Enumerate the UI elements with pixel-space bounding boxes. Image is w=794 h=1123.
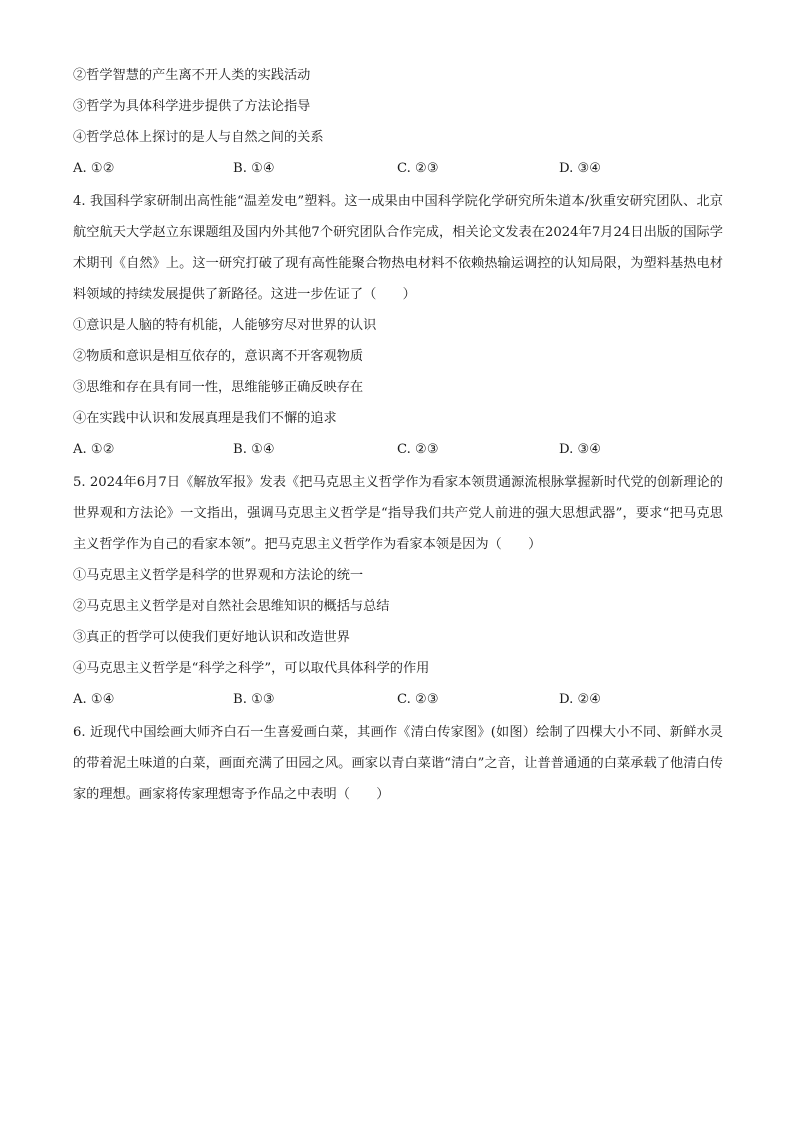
q4-statement-3: ③思维和存在具有同一性，思维能够正确反映存在 <box>73 380 364 395</box>
q3-option-c: C. ②③ <box>397 161 439 176</box>
q5-options <box>73 690 723 710</box>
q5-option-d: D. ②④ <box>559 692 602 707</box>
q3-statement-4: ④哲学总体上探讨的是人与自然之间的关系 <box>73 130 324 145</box>
q3-statement-3: ③哲学为具体科学进步提供了方法论指导 <box>73 99 311 114</box>
q4-option-c: C. ②③ <box>397 442 439 457</box>
q5-option-b: B. ①③ <box>233 692 275 707</box>
q5-statement-1: ①马克思主义哲学是科学的世界观和方法论的统一 <box>73 568 364 583</box>
q4-options <box>73 440 723 460</box>
q5-option-c: C. ②③ <box>397 692 439 707</box>
q4-option-b: B. ①④ <box>233 442 275 457</box>
q4-statement-1: ①意识是人脑的特有机能，人能够穷尽对世界的认识 <box>73 318 377 333</box>
q3-statement-2: ②哲学智慧的产生离不开人类的实践活动 <box>73 68 311 83</box>
q5-statement-2: ②马克思主义哲学是对自然社会思维知识的概括与总结 <box>73 599 390 614</box>
q4-statement-4: ④在实践中认识和发展真理是我们不懈的追求 <box>73 411 337 426</box>
q4-option-d: D. ③④ <box>559 442 602 457</box>
q5-statement-4: ④马克思主义哲学是“科学之科学”，可以取代具体科学的作用 <box>73 661 430 676</box>
q4-option-a: A. ①② <box>73 442 115 457</box>
q3-option-a: A. ①② <box>73 161 115 176</box>
q5-stem: 5. 2024年6月7日《解放军报》发表《把马克思主义哲学作为看家本领贯通源流根脉掌握新时代党的创新理论的世界观和方法论》一文指出，强调马克思主义哲学是“指导我们共产党人前进的强大思想武器”，要求“把马克思主义哲学作为自己的看家本领”。把马克思主义哲学作为看家本领是因为（ ） <box>73 475 723 552</box>
q5-statement-3: ③真正的哲学可以使我们更好地认识和改造世界 <box>73 630 350 645</box>
q4-statement-2: ②物质和意识是相互依存的，意识离不开客观物质 <box>73 349 364 364</box>
q3-option-d: D. ③④ <box>559 161 602 176</box>
q6-stem: 6. 近现代中国绘画大师齐白石一生喜爱画白菜，其画作《清白传家图》(如图）绘制了四棵大小不同、新鲜水灵的带着泥土味道的白菜，画面充满了田园之风。画家以青白菜谐“清白”之音，让普普通通的白菜承载了他清白传家的理想。画家将传家理想寄予作品之中表明（ ） <box>73 725 723 802</box>
q5-option-a: A. ①④ <box>73 692 115 707</box>
q3-options <box>73 159 723 179</box>
q4-stem: 4. 我国科学家研制出高性能“温差发电”塑料。这一成果由中国科学院化学研究所朱道本/狄重安研究团队、北京航空航天大学赵立东课题组及国内外其他7个研究团队合作完成，相关论文发表在2024年7月24日出版的国际学术期刊《自然》上。这一研究打破了现有高性能聚合物热电材料不依赖热输运调控的认知局限，为塑料基热电材料领域的持续发展提供了新路径。这进一步佐证了（ ） <box>73 194 723 302</box>
q3-option-b: B. ①④ <box>233 161 275 176</box>
